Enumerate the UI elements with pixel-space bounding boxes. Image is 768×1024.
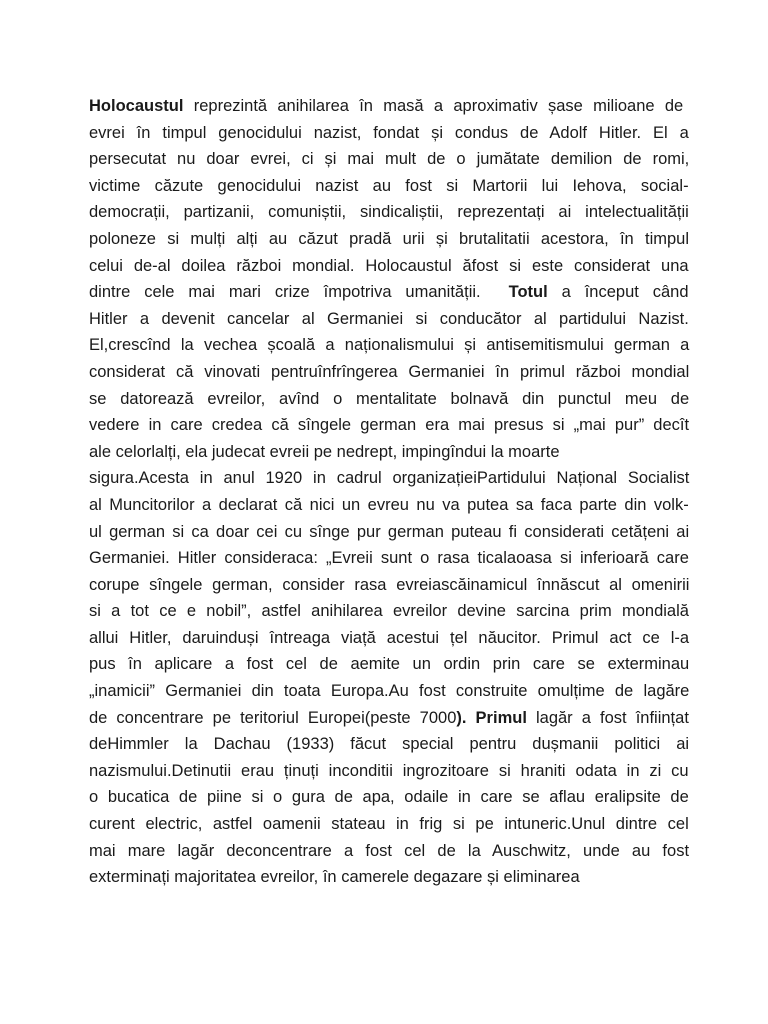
- text-line: [89, 332, 689, 359]
- text-run: a început când: [547, 283, 689, 302]
- text-run: sigura.Acesta in anul 1920 in cadrul organizațieiPartidului Național Socialist: [89, 469, 690, 488]
- text-run: al Muncitorilor a declarat că nici un evreu nu va putea sa faca parte din volk-: [89, 495, 689, 514]
- bold-text: Holocaustul: [89, 97, 184, 115]
- text-line: [89, 120, 689, 147]
- text-line: [89, 146, 689, 173]
- text-line: [89, 864, 689, 891]
- text-run: exterminați majoritatea evreilor, în camerele degazare și eliminarea: [89, 868, 580, 887]
- text-run: ale celorlalți, ela judecat evreii pe nedrept, impingîndui la moarte: [89, 442, 560, 461]
- text-line: [89, 598, 689, 625]
- bold-text: Totul: [508, 283, 548, 302]
- text-run: mai mare lagăr deconcentrare a fost cel de la Auschwitz, unde au fost: [89, 841, 690, 860]
- text-line: [89, 279, 689, 306]
- text-run: allui Hitler, daruinduși întreaga viață acestui țel năucitor. Primul act ce l-a: [89, 628, 690, 647]
- text-run: pus în aplicare a fost cel de aemite un ordin prin care se exterminau: [89, 655, 690, 674]
- text-run: ul german si ca doar cei cu sînge pur german puteau fi considerati cetățeni ai: [89, 522, 690, 541]
- text-run: vedere in care credea că sîngele german era mai presus si „mai pur” decît: [89, 416, 690, 435]
- text-line: [89, 386, 689, 413]
- text-line: [89, 492, 689, 519]
- text-run: lagăr a fost înființat: [526, 708, 689, 727]
- text-line: [89, 253, 689, 280]
- text-line: [89, 731, 689, 758]
- text-line: [89, 784, 689, 811]
- text-line: [89, 705, 689, 732]
- text-line: [89, 651, 689, 678]
- text-run: dintre cele mai mari crize împotriva umanității.: [89, 283, 481, 302]
- text-run: reprezintă anihilarea în masă a aproximativ șase milioane de: [183, 97, 684, 115]
- text-line: [89, 306, 689, 333]
- text-run: evrei în timpul genocidului nazist, fondat și condus de Adolf Hitler. El a: [89, 123, 689, 142]
- document-body: [89, 93, 689, 891]
- text-line: [89, 199, 689, 226]
- text-line: [89, 625, 689, 652]
- text-line: [89, 519, 689, 546]
- text-run: o bucatica de piine si o gura de apa, odaile in care se aflau eralipsite de: [89, 788, 689, 807]
- text-run: si a tot ce e nobil”, astfel anihilarea evreilor devine sarcina prim mondială: [89, 602, 689, 621]
- text-run: „inamicii” Germaniei din toata Europa.Au fost construite omulțime de lagăre: [89, 682, 690, 701]
- text-line: [89, 412, 689, 439]
- text-line: [89, 811, 689, 838]
- text-run: deHimmler la Dachau (1933) făcut special pentru dușmanii politici ai: [89, 735, 690, 754]
- text-run: El,crescînd la vechea școală a naționalismului și antisemitismului german a: [89, 336, 690, 355]
- text-run: democrații, partizanii, comuniștii, sindicaliștii, reprezentați ai intelectualității: [89, 203, 689, 222]
- text-run: persecutat nu doar evrei, ci și mai mult de o jumătate demilion de romi,: [89, 150, 690, 169]
- text-run: Hitler a devenit cancelar al Germaniei si conducător al partidului Nazist.: [89, 309, 689, 328]
- text-run: curent electric, astfel oamenii stateau in frig si pe intuneric.Unul dintre cel: [89, 815, 689, 834]
- text-run: se datorează evreilor, avînd o mentalitate bolnavă din punctul meu de: [89, 389, 690, 408]
- text-run: de concentrare pe teritoriul Europei(peste 7000: [89, 708, 457, 727]
- text-line: [89, 758, 689, 785]
- text-line: [89, 545, 689, 572]
- text-line: [89, 173, 689, 200]
- text-run: considerat că vinovati pentruînfrîngerea Germaniei în primul război mondial: [89, 362, 690, 381]
- text-line: [89, 572, 689, 599]
- text-line: [89, 439, 689, 466]
- bold-text: ). Primul: [456, 708, 527, 727]
- text-run: poloneze si mulți alți au căzut pradă urii și brutalitatii acestora, în timpul: [89, 229, 689, 248]
- text-run: victime căzute genocidului nazist au fost si Martorii lui Iehova, social-: [89, 176, 689, 195]
- text-line: [89, 359, 689, 386]
- text-run: corupe sîngele german, consider rasa evreiascăinamicul înnăscut al omenirii: [89, 575, 690, 594]
- text-run: celui de-al doilea război mondial. Holocaustul ăfost si este considerat una: [89, 256, 689, 275]
- text-run: Germaniei. Hitler consideraca: „Evreii sunt o rasa ticalaoasa si inferioară care: [89, 549, 689, 568]
- text-line: [89, 93, 689, 120]
- text-line: [89, 226, 689, 253]
- text-line: [89, 678, 689, 705]
- text-run: nazismului.Detinutii erau ținuți inconditii ingrozitoare si hraniti odata in zi cu: [89, 761, 689, 780]
- text-line: [89, 465, 689, 492]
- text-line: [89, 838, 689, 865]
